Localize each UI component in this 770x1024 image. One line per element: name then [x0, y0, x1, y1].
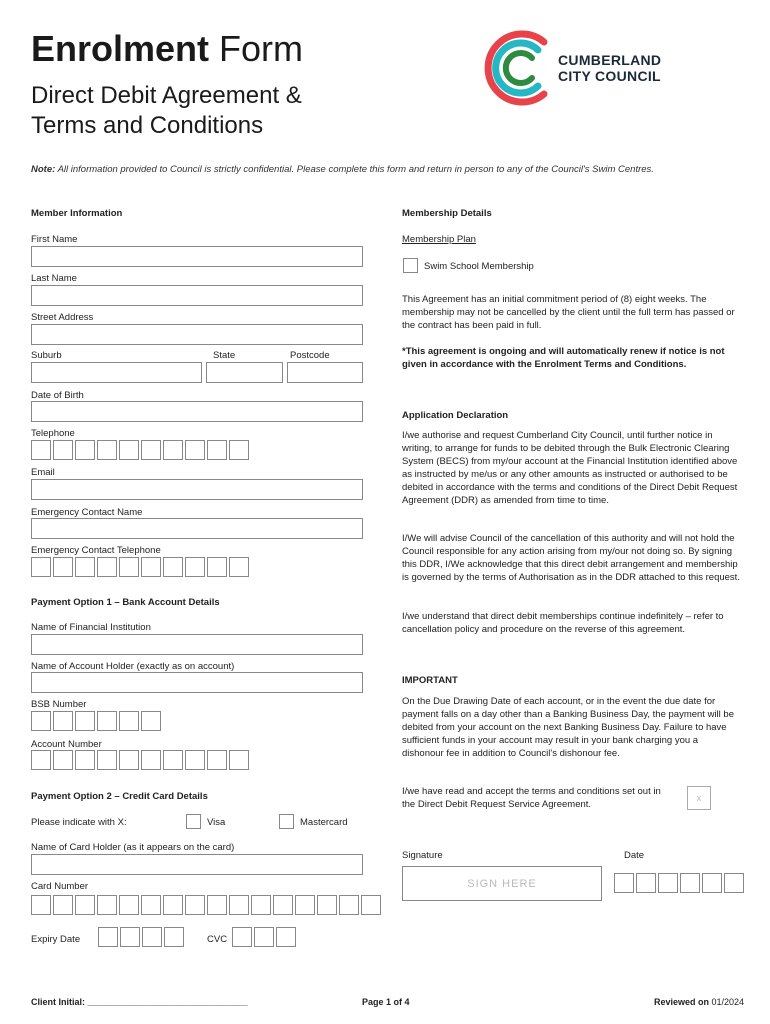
emergency-name-label: Emergency Contact Name — [31, 507, 143, 518]
last-name-field[interactable] — [31, 285, 363, 306]
expiry-digit-cell[interactable] — [120, 927, 140, 947]
street-address-field[interactable] — [31, 324, 363, 345]
telephone-digit-cell[interactable] — [207, 440, 227, 460]
cvc-digit-cell[interactable] — [254, 927, 274, 947]
indicate-label: Please indicate with X: — [31, 817, 127, 828]
state-label: State — [213, 350, 236, 361]
swim-school-label: Swim School Membership — [424, 261, 534, 272]
ongoing-notice: *This agreement is ongoing and will automatically renew if notice is not given in accordance with the Enrolment Terms and Conditions. — [402, 346, 725, 370]
telephone-digit-cell[interactable] — [119, 440, 139, 460]
bsb-label: BSB Number — [31, 699, 87, 710]
bsb-cells[interactable] — [31, 711, 161, 731]
card-digit-cell[interactable] — [185, 895, 205, 915]
declaration-paragraph-2: I/We will advise Council of the cancellation of this authority and will not hold the Council responsible for any action arising from my/our not doing so. By signing this DDR, I/We acknowledge that this direct debit arrangement and membership is governed by the terms of Authorisation as in the DDR attached to this request. — [402, 533, 740, 583]
bsb-digit-cell[interactable] — [31, 711, 51, 731]
emergency-phone-digit-cell[interactable] — [31, 557, 51, 577]
email-field[interactable] — [31, 479, 363, 500]
member-info-heading: Member Information — [31, 208, 123, 219]
telephone-digit-cell[interactable] — [31, 440, 51, 460]
expiry-cells[interactable] — [98, 927, 184, 947]
telephone-digit-cell[interactable] — [229, 440, 249, 460]
logo-text-line2: CITY COUNCIL — [558, 68, 661, 84]
account-digit-cell[interactable] — [75, 750, 95, 770]
accept-terms-text: I/we have read and accept the terms and conditions set out in the Direct Debit Request Service Agreement. — [402, 786, 661, 810]
date-cells[interactable] — [614, 873, 744, 893]
expiry-digit-cell[interactable] — [164, 927, 184, 947]
cvc-digit-cell[interactable] — [232, 927, 252, 947]
logo-text-line1: CUMBERLAND — [558, 52, 662, 68]
important-text: On the Due Drawing Date of each account, or in the event the due date for payment falls on a day other than a Banking Business Day, the payment will be debited from your account on the next Banking Business Day. Failure to have sufficient funds in your account may result in your bank charging you a dishonour fee in addition to Council's dishonour fee. — [402, 696, 734, 759]
payment-option2-heading: Payment Option 2 – Credit Card Details — [31, 791, 208, 802]
date-digit-cell[interactable] — [680, 873, 700, 893]
telephone-digit-cell[interactable] — [75, 440, 95, 460]
confidentiality-note: Note: All information provided to Council is strictly confidential. Please complete this form and return in person to any of the Council's Swim Centres. — [31, 164, 654, 175]
emergency-phone-digit-cell[interactable] — [119, 557, 139, 577]
cvc-cells[interactable] — [232, 927, 296, 947]
mastercard-checkbox[interactable] — [279, 814, 294, 829]
card-holder-field[interactable] — [31, 854, 363, 875]
account-digit-cell[interactable] — [97, 750, 117, 770]
card-holder-label: Name of Card Holder (as it appears on the card) — [31, 842, 235, 853]
form-subtitle-line1: Direct Debit Agreement & — [31, 82, 302, 109]
account-holder-field[interactable] — [31, 672, 363, 693]
form-title: Enrolment Form — [31, 28, 304, 69]
commitment-text: This Agreement has an initial commitment period of (8) eight weeks. The membership may not be cancelled by the client until the full term has passed or the contract has been paid in full. — [402, 294, 735, 331]
card-digit-cell[interactable] — [207, 895, 227, 915]
page-number: Page 1 of 4 — [362, 997, 410, 1007]
bsb-digit-cell[interactable] — [75, 711, 95, 731]
date-digit-cell[interactable] — [614, 873, 634, 893]
signature-label: Signature — [402, 850, 443, 861]
account-digit-cell[interactable] — [53, 750, 73, 770]
telephone-digit-cell[interactable] — [97, 440, 117, 460]
expiry-digit-cell[interactable] — [98, 927, 118, 947]
account-digit-cell[interactable] — [229, 750, 249, 770]
last-name-label: Last Name — [31, 273, 77, 284]
account-number-cells[interactable] — [31, 750, 249, 770]
telephone-label: Telephone — [31, 428, 75, 439]
account-digit-cell[interactable] — [163, 750, 183, 770]
swim-school-checkbox[interactable] — [403, 258, 418, 273]
payment-option1-heading: Payment Option 1 – Bank Account Details — [31, 597, 220, 608]
emergency-phone-label: Emergency Contact Telephone — [31, 545, 161, 556]
accept-terms-checkbox[interactable]: x — [687, 786, 711, 810]
client-initial: Client Initial: ________________________________ — [31, 997, 248, 1007]
telephone-digit-cell[interactable] — [53, 440, 73, 460]
card-digit-cell[interactable] — [229, 895, 249, 915]
financial-institution-field[interactable] — [31, 634, 363, 655]
account-digit-cell[interactable] — [31, 750, 51, 770]
important-heading: IMPORTANT — [402, 675, 458, 686]
account-number-label: Account Number — [31, 739, 102, 750]
declaration-paragraph-1: I/we authorise and request Cumberland City Council, until further notice in writing, to arrange for funds to be debited through the Bulk Electronic Clearing System (BECS) from my/our account at the Financial Institution identified above as instructed by me/us or any other amounts as instructed or authorised to be debited in accordance with the terms and conditions of the Direct Debit Request Agreement (DDR) as amended from time to time. — [402, 430, 738, 506]
card-digit-cell[interactable] — [97, 895, 117, 915]
telephone-digit-cell[interactable] — [141, 440, 161, 460]
card-number-cells[interactable] — [31, 895, 381, 915]
emergency-name-field[interactable] — [31, 518, 363, 539]
account-digit-cell[interactable] — [207, 750, 227, 770]
suburb-field[interactable] — [31, 362, 202, 383]
reviewed-on: Reviewed on 01/2024 — [654, 997, 745, 1007]
card-digit-cell[interactable] — [339, 895, 359, 915]
card-digit-cell[interactable] — [295, 895, 315, 915]
account-digit-cell[interactable] — [141, 750, 161, 770]
emergency-phone-digit-cell[interactable] — [141, 557, 161, 577]
card-number-label: Card Number — [31, 881, 89, 892]
emergency-phone-digit-cell[interactable] — [185, 557, 205, 577]
date-digit-cell[interactable] — [636, 873, 656, 893]
emergency-phone-cells[interactable] — [31, 557, 249, 577]
state-field[interactable] — [206, 362, 283, 383]
cvc-label: CVC — [207, 934, 228, 945]
form-subtitle-line2: Terms and Conditions — [31, 112, 264, 139]
mastercard-label: Mastercard — [300, 817, 348, 828]
street-address-label: Street Address — [31, 312, 94, 323]
date-digit-cell[interactable] — [658, 873, 678, 893]
card-digit-cell[interactable] — [361, 895, 381, 915]
telephone-digit-cell[interactable] — [163, 440, 183, 460]
membership-details-heading: Membership Details — [402, 208, 492, 219]
financial-institution-label: Name of Financial Institution — [31, 622, 151, 633]
emergency-phone-digit-cell[interactable] — [163, 557, 183, 577]
card-digit-cell[interactable] — [75, 895, 95, 915]
bsb-digit-cell[interactable] — [119, 711, 139, 731]
dob-label: Date of Birth — [31, 390, 84, 401]
telephone-cells[interactable] — [31, 440, 249, 460]
telephone-digit-cell[interactable] — [185, 440, 205, 460]
emergency-phone-digit-cell[interactable] — [75, 557, 95, 577]
card-digit-cell[interactable] — [273, 895, 293, 915]
first-name-label: First Name — [31, 234, 78, 245]
logo-mark-icon — [480, 28, 560, 108]
bsb-digit-cell[interactable] — [97, 711, 117, 731]
date-digit-cell[interactable] — [702, 873, 722, 893]
account-digit-cell[interactable] — [185, 750, 205, 770]
card-digit-cell[interactable] — [119, 895, 139, 915]
date-digit-cell[interactable] — [724, 873, 744, 893]
emergency-phone-digit-cell[interactable] — [229, 557, 249, 577]
card-digit-cell[interactable] — [31, 895, 51, 915]
suburb-label: Suburb — [31, 350, 62, 361]
declaration-paragraph-3: I/we understand that direct debit memberships continue indefinitely – refer to cancellation policy and procedure on the reverse of this agreement. — [402, 611, 724, 635]
bsb-digit-cell[interactable] — [53, 711, 73, 731]
card-digit-cell[interactable] — [251, 895, 271, 915]
card-digit-cell[interactable] — [163, 895, 183, 915]
bsb-digit-cell[interactable] — [141, 711, 161, 731]
card-digit-cell[interactable] — [141, 895, 161, 915]
postcode-field[interactable] — [287, 362, 363, 383]
membership-plan-label: Membership Plan — [402, 234, 476, 245]
emergency-phone-digit-cell[interactable] — [53, 557, 73, 577]
emergency-phone-digit-cell[interactable] — [97, 557, 117, 577]
cvc-digit-cell[interactable] — [276, 927, 296, 947]
dob-field[interactable] — [31, 401, 363, 422]
email-label: Email — [31, 467, 55, 478]
council-logo — [480, 28, 680, 108]
card-digit-cell[interactable] — [53, 895, 73, 915]
application-declaration-heading: Application Declaration — [402, 410, 509, 421]
expiry-digit-cell[interactable] — [142, 927, 162, 947]
first-name-field[interactable] — [31, 246, 363, 267]
date-label: Date — [624, 850, 645, 861]
postcode-label: Postcode — [290, 350, 330, 361]
account-digit-cell[interactable] — [119, 750, 139, 770]
expiry-label: Expiry Date — [31, 934, 81, 945]
visa-label: Visa — [207, 817, 226, 828]
card-digit-cell[interactable] — [317, 895, 337, 915]
signature-box[interactable]: SIGN HERE — [402, 866, 602, 901]
visa-checkbox[interactable] — [186, 814, 201, 829]
emergency-phone-digit-cell[interactable] — [207, 557, 227, 577]
account-holder-label: Name of Account Holder (exactly as on account) — [31, 661, 235, 672]
